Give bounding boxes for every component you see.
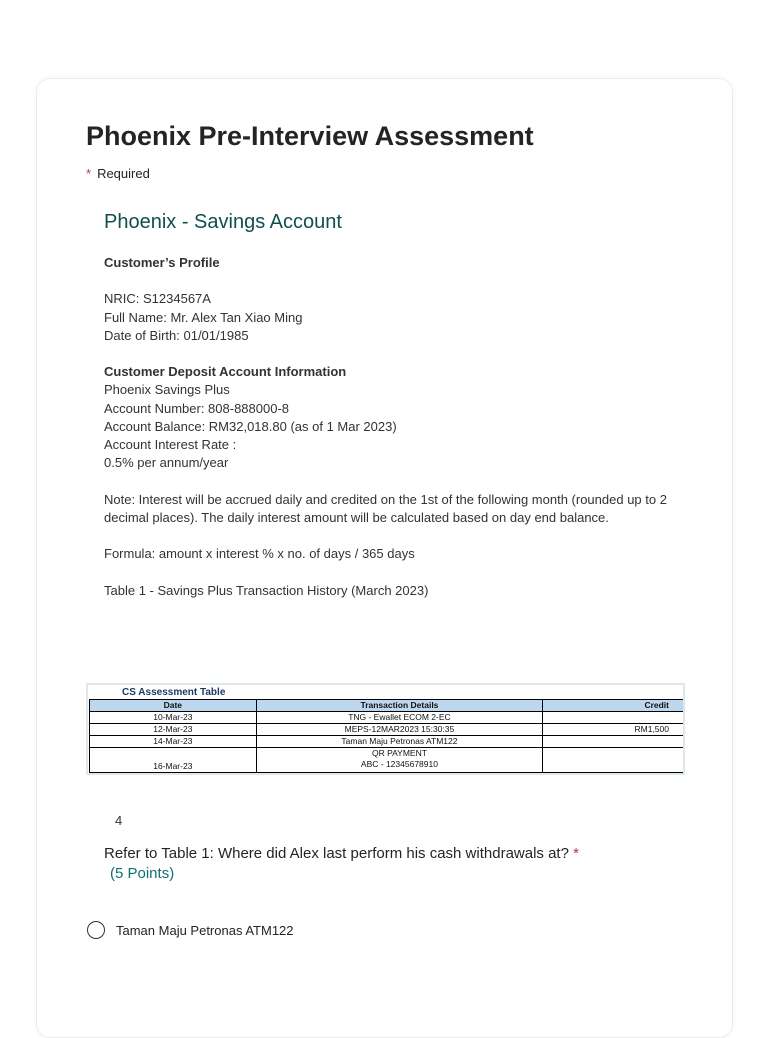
dob-text: Date of Birth: 01/01/1985	[104, 327, 249, 343]
cell-details-line1: QR PAYMENT	[371, 748, 427, 758]
table-row	[90, 724, 684, 736]
answer-option[interactable]	[87, 921, 294, 939]
cell-credit: RM1,500	[543, 724, 684, 736]
full-name-text: Full Name: Mr. Alex Tan Xiao Ming	[104, 309, 303, 325]
header-date: Date	[90, 700, 257, 712]
section-description	[104, 254, 674, 600]
table-row	[90, 712, 684, 724]
deposit-info-heading: Customer Deposit Account Information	[104, 364, 347, 380]
cell-date: 10-Mar-23	[90, 712, 257, 724]
interest-note: Note: Interest will be accrued daily and credited on the 1st of the following month (rounded up to 2 decimal places). The daily interest amount will be calculated based on day end balance.	[104, 491, 667, 525]
interest-rate-value: 0.5% per annum/year	[104, 455, 229, 471]
required-label: Required	[97, 166, 150, 181]
transaction-table	[89, 699, 684, 773]
transaction-table-image	[86, 683, 685, 775]
header-details: Transaction Details	[256, 700, 543, 712]
table-caption: Table 1 - Savings Plus Transaction History (March 2023)	[104, 582, 429, 598]
section-title: Phoenix - Savings Account	[104, 211, 342, 233]
cell-credit	[543, 736, 684, 748]
table-header-row	[90, 700, 684, 712]
radio-button[interactable]	[87, 921, 105, 939]
required-note	[86, 166, 150, 181]
account-balance: Account Balance: RM32,018.80 (as of 1 Mar 2023)	[104, 418, 397, 434]
required-star: *	[86, 166, 92, 181]
answer-option-label: Taman Maju Petronas ATM122	[116, 922, 294, 938]
cell-details-multiline	[256, 748, 543, 773]
interest-rate-label: Account Interest Rate :	[104, 437, 237, 452]
question-points: (5 Points)	[110, 865, 175, 882]
nric-text: NRIC: S1234567A	[104, 291, 211, 307]
cell-details: MEPS-12MAR2023 15:30:35	[256, 724, 543, 736]
form-title: Phoenix Pre-Interview Assessment	[86, 121, 534, 151]
table-row	[90, 736, 684, 748]
cell-credit	[543, 712, 684, 724]
question-title	[104, 844, 664, 884]
cell-date: 12-Mar-23	[90, 724, 257, 736]
cell-date: 16-Mar-23	[90, 748, 257, 773]
cell-details-line2: ABC - 12345678910	[360, 759, 438, 769]
cell-credit	[543, 748, 684, 773]
account-number: Account Number: 808-888000-8	[104, 400, 290, 416]
cell-date: 14-Mar-23	[90, 736, 257, 748]
customer-profile-heading: Customer’s Profile	[104, 255, 220, 270]
header-credit: Credit	[543, 700, 684, 712]
question-text: Refer to Table 1: Where did Alex last perform his cash withdrawals at?	[104, 845, 569, 862]
sheet-title: CS Assessment Table	[122, 687, 226, 698]
table-row	[90, 748, 684, 773]
cell-details: Taman Maju Petronas ATM122	[256, 736, 543, 748]
question-required-star: *	[573, 845, 579, 862]
interest-formula: Formula: amount x interest % x no. of days / 365 days	[104, 546, 415, 562]
question-number: 4	[115, 813, 123, 828]
cell-details: TNG - Ewallet ECOM 2-EC	[256, 712, 543, 724]
product-name: Phoenix Savings Plus	[104, 382, 230, 398]
